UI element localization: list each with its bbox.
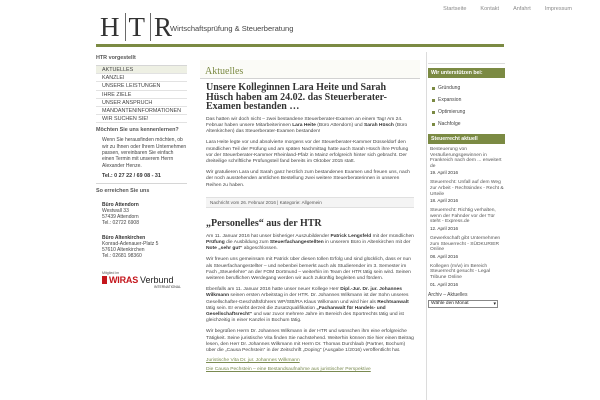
bullet-icon: [432, 123, 435, 126]
news-item[interactable]: [430, 236, 505, 259]
archive-month-select[interactable]: [428, 300, 498, 308]
news-date: 12. April 2016: [430, 225, 459, 231]
logo-letter-t: T: [128, 11, 147, 42]
news-list: [428, 147, 505, 287]
support-heading: Wir unterstützen bei:: [428, 68, 505, 78]
sidebar-item-wir-suchen[interactable]: WIR SUCHEN SIE!: [96, 115, 187, 123]
left-sidebar: [96, 55, 187, 289]
sidebar-heading: HTR vorgestellt: [96, 55, 136, 61]
news-date: 01. April 2016: [430, 281, 459, 287]
right-sidebar: [428, 52, 505, 308]
chevron-down-icon: ▾: [493, 300, 496, 307]
support-label: Gründung: [438, 85, 461, 91]
office-line: 57610 Altenkirchen: [102, 247, 145, 254]
text: Das hatten wir doch nicht – zwei bestandene Steuerberater-Examen an einem Tag! Am 24. Februar haben unsere Mitarbeiterinnen: [206, 116, 403, 128]
news-title: Besteuerung von Veräußerungsgewinnen in Frankreich nach dem ... erweitert de: [430, 147, 502, 169]
text: Am 11. Januar 2016 hat unser bisheriger Auszubildender: [206, 233, 331, 239]
logo-divider: [125, 13, 126, 41]
post-title[interactable]: Unsere Kolleginnen Lara Heite und Sarah Hüsch haben am 24.02. das Steuerberater-Examen bestanden …: [206, 82, 388, 113]
top-nav-anfahrt[interactable]: Anfahrt: [513, 6, 531, 12]
vita-link[interactable]: Juristische Vita Dr. jur. Johannes Wilkmann: [206, 358, 300, 364]
text: mit der mündlichen: [371, 233, 414, 239]
support-label: Nachfolge: [438, 121, 461, 127]
wiras-logo[interactable]: [96, 271, 187, 289]
wiras-member-text: Mitglied im: [102, 271, 120, 276]
top-nav-startseite[interactable]: Startseite: [443, 6, 467, 12]
archive-label: Archiv – Aktuelles: [428, 291, 468, 298]
support-item-gruendung[interactable]: [428, 82, 505, 94]
news-title: Steuerrecht: Richtig verhalten, wenn der Fahnder vor der Tür steht - Express.de: [430, 208, 496, 225]
news-item[interactable]: [430, 264, 505, 287]
news-title: Gewerkschaft gibt Unternehmen zum Steuerrecht - SÜDKURIER Online: [430, 235, 501, 253]
text-bold: Prüfung: [206, 240, 225, 246]
text-bold: Note „sehr gut“: [206, 246, 243, 252]
office-line: Tel.: 02722 6908: [102, 220, 139, 227]
divider: [96, 183, 187, 184]
office-name: Büro Altenkirchen: [102, 234, 146, 241]
post-paragraph: Lara Heite legte vor und absolvierte morgens vor der Steuerberater-Kammer Düsseldorf den mündlichen Teil der Prüfung und am späten Nachmittag hatte auch Sarah Hüsch ihre Prüfung vor der Steuerberater-Kammer Rheinland-Pfalz in Mainz erfolgreich hinter sich gebracht. Der dreiteilige schriftliche Prüfungsteil fand bereits im Oktober 2015 statt.: [206, 140, 409, 164]
htr-logo[interactable]: [100, 13, 174, 41]
post-paragraph: Wir freuen uns gemeinsam mit Patrick über diesen tollen Erfolg und sind glücklich, dass er nun als Steuerfachangestellter – und nebenbei bemerkt auch als Studierender im 3. Semester im Fach „Steuerlehre“ an der FOM Dortmund – weiterhin im Team der HTR tätig sein wird. Seinen weiteren beruflichen Werdegang werden wir auch zukünftig begleiten und fördern.: [206, 257, 411, 282]
wiras-name: WIRAS: [109, 275, 138, 286]
post-title[interactable]: „Personelles“ aus der HTR: [206, 217, 322, 229]
logo-letter-r: R: [154, 11, 175, 42]
bullet-icon: [432, 87, 435, 90]
news-item[interactable]: [430, 208, 505, 231]
text-bold: Lara Heite: [292, 122, 316, 128]
news-item[interactable]: [430, 180, 505, 203]
text: seinen ersten Arbeitstag in der HTR. Dr. Johannes Wilkmann ist der Sohn unseres Gesellschafter-Geschäftsführers WP/StB/RA Klaus Wilkmann und wird hier als: [206, 293, 409, 305]
text-bold: Steuerfachangestellten: [269, 240, 324, 246]
section-header: [200, 60, 420, 79]
office-altenkirchen: [96, 235, 187, 260]
sidebar-item-aktuelles[interactable]: AKTUELLES: [96, 66, 187, 74]
news-heading: Steuerrecht aktuell: [428, 134, 505, 144]
wiras-verbund: Verbund: [140, 275, 174, 286]
post-meta: Nachricht vom 26. Februar 2016 | Kategorie: Allgemein: [206, 197, 414, 208]
support-label: Optimierung: [438, 109, 466, 115]
post-paragraph: [206, 234, 414, 253]
sidebar-item-anspruch[interactable]: UNSER ANSPRUCH: [96, 99, 187, 107]
post-paragraph: Wir begrüßen Herrn Dr. Johannes Wilkmann in der HTR und wünschen ihm eine erfolgreiche Tätigkeit. Seine juristische Vita finden Sie nachstehend. Weiterhin können Sie hier einen Beitrag lesen, den Herr Dr. Johannes Wilkmann mit Herrn Dr. Thomas Durchlaub (Partner, Bochum) über die „Causa Pechstein“ in der Zeitschrift „Doping“ (Ausgabe 1/2016) veröffentlicht hat.: [206, 329, 414, 354]
news-item[interactable]: [430, 147, 505, 175]
offices-heading: So erreichen Sie uns: [96, 187, 150, 194]
logo-divider: [150, 13, 151, 41]
office-attendorn: [96, 202, 187, 227]
contact-text: Wenn Sie herausfinden möchten, ob wir zu Ihnen oder Ihrem Unternehmen passen, vereinbaren Sie einfach einen Termin mit unserem Herrn Alexander Henze.: [102, 137, 187, 169]
text: in unserem Büro in Altenkirchen mit der: [323, 240, 411, 246]
logo-subtitle: Wirtschaftsprüfung & Steuerberatung: [170, 24, 294, 33]
text-bold: Patrick Lengsfeld: [330, 233, 372, 239]
support-label: Expansion: [438, 97, 462, 103]
wiras-international: INTERNATIONAL: [154, 285, 181, 290]
text: und war zuvor mehrere Jahre im Bereich des Sportrechts tätig und ist gleichzeitig in einer Kanzlei in Bochum tätig.: [206, 312, 404, 324]
right-sidebar-header: [428, 52, 505, 64]
text-bold: Sarah Hüsch: [363, 122, 394, 128]
post-paragraph: [206, 287, 414, 324]
text-bold: Rechtsanwalt: [377, 299, 409, 305]
sidebar-item-mandanteninformationen[interactable]: MANDANTENINFORMATIONEN: [96, 107, 187, 115]
header-rule: [96, 44, 504, 47]
causa-pechstein-link[interactable]: Die Causa Pechstein – eine Bestandsaufnahme aus juristischer Perspektive: [206, 367, 371, 373]
text: Ebenfalls am 11. Januar 2016 hatte unser neuer Kollege Herr: [206, 287, 341, 293]
sidebar-nav: [96, 65, 187, 123]
logo-letter-h: H: [100, 11, 122, 42]
top-navigation: [443, 6, 572, 12]
contact-heading: Möchten Sie uns kennenlernen?: [96, 127, 179, 134]
news-title: Steuerrecht: Unfall auf dem Weg zur Arbeit - Rechtsindex - Recht & Urteile: [430, 180, 504, 197]
main-content: [200, 60, 420, 372]
text: die Ausbildung zum: [224, 240, 270, 246]
office-line: Tel.: 02681 98360: [102, 253, 142, 260]
top-nav-impressum[interactable]: Impressum: [544, 6, 572, 12]
news-title: Kollegen (m/w) im Bereich Steuerrecht gesucht - Legal Tribune Online: [430, 263, 491, 280]
support-item-nachfolge[interactable]: [428, 118, 505, 130]
office-line: Westwall 33: [102, 208, 129, 214]
text: tätig sein. Er erwirbt derzeit die Zusatzqualifikation: [206, 305, 317, 311]
bullet-icon: [432, 111, 435, 114]
sidebar-divider: [426, 52, 427, 400]
office-line: Konrad-Adenauer-Platz 5: [102, 240, 159, 247]
post-paragraph: [206, 117, 414, 136]
top-nav-kontakt[interactable]: Kontakt: [480, 6, 500, 12]
page-title: Aktuelles: [205, 66, 244, 77]
text-bold: „Fachanwalt für Handels- und Gesellschaftsrecht“: [206, 305, 386, 318]
text: (Büro Attendorn) und: [315, 122, 364, 128]
support-item-optimierung[interactable]: [428, 106, 505, 118]
news-date: 08. April 2016: [430, 253, 459, 259]
news-date: 19. April 2016: [430, 170, 459, 176]
post-paragraph: Wir gratulieren Lara und Sarah ganz herzlich zum bestandenen Examen und freuen uns, nach der noch ausstehenden amtlichen Bestellung zwei weitere Steuerberaterinnen in unseren Reihen zu haben.: [206, 170, 410, 188]
archive-selected-value: Wähle den Monat: [431, 300, 469, 306]
text: abgeschlossen.: [242, 246, 278, 252]
support-list: [428, 82, 505, 130]
sidebar-item-leistungen[interactable]: UNSERE LEISTUNGEN: [96, 82, 187, 90]
office-line: 57439 Attendorn: [102, 214, 139, 221]
sidebar-item-kanzlei[interactable]: KANZLEI: [96, 74, 187, 82]
sidebar-item-ziele[interactable]: IHRE ZIELE: [96, 91, 187, 99]
support-item-expansion[interactable]: [428, 94, 505, 106]
wiras-flag-icon: [102, 276, 107, 284]
contact-phone: Tel.: 0 27 22 / 69 08 - 31: [102, 172, 161, 179]
text-bold: Dipl.-Jur. Dr. jur. Johannes Wilkmann: [206, 287, 402, 299]
news-post: [200, 83, 420, 372]
office-name: Büro Attendorn: [102, 201, 139, 208]
text: (Büro Altenkirchen) das Steuerberater-Examen bestanden!: [206, 122, 408, 135]
news-date: 18. April 2016: [430, 198, 459, 204]
bullet-icon: [432, 99, 435, 102]
